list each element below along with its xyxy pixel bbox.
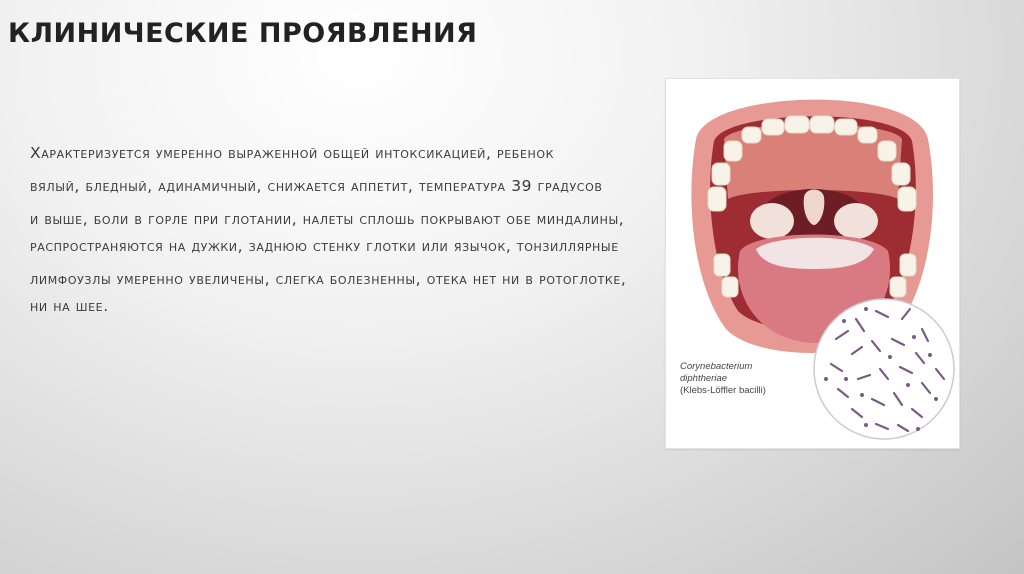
slide-body-text: [30, 140, 630, 326]
paragraph-symptoms: вялый, бледный, адинамичный, снижается аппетит, температура 39 градусов: [30, 177, 603, 195]
paragraph-lymph-nodes: лимфоузлы умеренно увеличены, слегка болезненны, отека нет ни в ротоглотке, ни на шее.: [30, 270, 627, 315]
caption-genus: Corynebacterium: [680, 361, 753, 372]
paragraph-intoxication: Характеризуется умеренно выраженной общей интоксикацией, ребенок: [30, 144, 555, 162]
throat-illustration: [665, 78, 960, 449]
paragraph-tonsils: и выше, боли в горле при глотании, налеты сплошь покрывают обе миндалины, распространяются на дужки, заднюю стенку глотки или язычок, тонзиллярные: [30, 210, 625, 255]
caption-common-name: (Klebs-Löffler bacilli): [680, 385, 766, 396]
slide-title: КЛИНИЧЕСКИЕ ПРОЯВЛЕНИЯ: [8, 18, 478, 49]
bacteria-caption: [680, 361, 820, 397]
caption-species: diphtheriae: [680, 373, 728, 384]
